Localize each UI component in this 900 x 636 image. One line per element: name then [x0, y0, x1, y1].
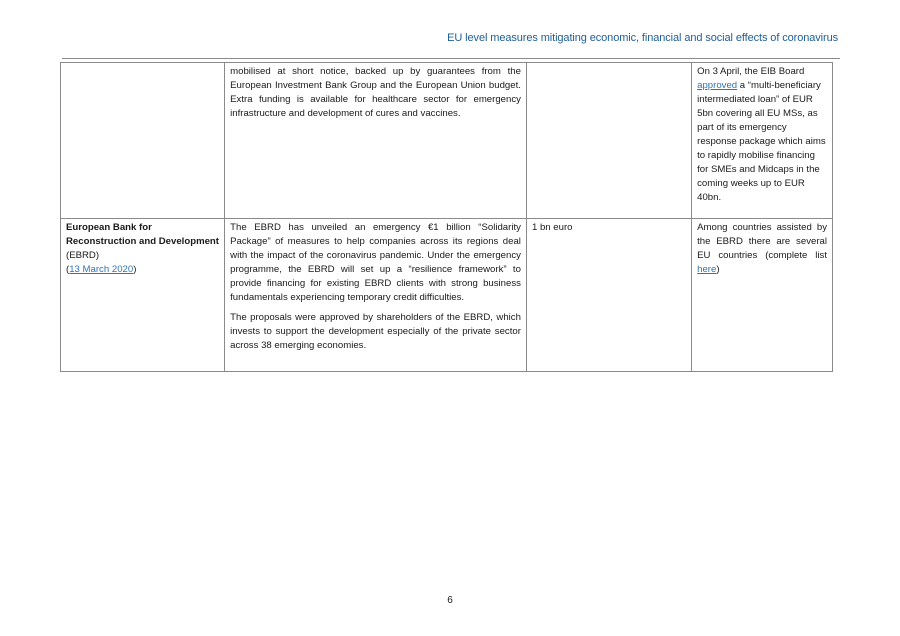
notes-cell	[692, 63, 833, 219]
measure-text: mobilised at short notice, backed up by guarantees from the European Investment Bank Group and the European Union budget. Extra funding is available for healthcare sector for emergency infrastructure and development of cures and vaccines.	[230, 66, 521, 119]
table-row	[61, 219, 833, 372]
header-divider	[62, 58, 840, 59]
amount-cell	[526, 219, 691, 372]
running-header-title: EU level measures mitigating economic, financial and social effects of coronavirus	[447, 32, 838, 44]
notes-text-end: )	[716, 264, 720, 275]
institution-name: European Bank for Reconstruction and Development	[66, 222, 219, 247]
approved-link[interactable]: approved	[697, 80, 738, 91]
measure-cell	[225, 63, 527, 219]
institution-cell	[61, 219, 225, 372]
measure-paragraph: The EBRD has unveiled an emergency €1 billion “Solidarity Package” of measures to help companies across its regions deal with the impact of the coronavirus pandemic. Under the emergency programme, the EBRD will set up a “resilience framework” to provide financing for existing EBRD clients with strong business fundamentals experiencing temporary credit difficulties.	[230, 222, 521, 303]
here-link[interactable]: here	[697, 264, 717, 275]
table-row	[61, 63, 833, 219]
amount-value: 1 bn euro	[531, 222, 573, 233]
notes-text-end: a “multi-beneficiary intermediated loan” of EUR 5bn covering all EU MSs, as part of its emergency response package which aims to rapidly mobilise financing for SMEs and Midcaps in the coming weeks up to EUR 40bn.	[697, 80, 826, 203]
date-open-paren: (	[66, 264, 70, 275]
measure-paragraph: The proposals were approved by shareholders of the EBRD, which invests to support the development especially of the private sector across 38 emerging economies.	[230, 312, 521, 351]
page-number: 6	[447, 595, 453, 606]
date-close-paren: )	[133, 264, 137, 275]
measure-cell	[225, 219, 527, 372]
notes-text-start: On 3 April, the EIB Board	[697, 66, 805, 77]
measures-table	[60, 62, 833, 372]
institution-abbreviation: (EBRD)	[66, 250, 100, 261]
notes-cell	[692, 219, 833, 372]
notes-text-start: Among countries assisted by the EBRD there are several EU countries (complete list	[697, 222, 827, 261]
institution-cell	[61, 63, 225, 219]
amount-cell	[526, 63, 691, 219]
date-link[interactable]: 13 March 2020	[69, 264, 134, 275]
